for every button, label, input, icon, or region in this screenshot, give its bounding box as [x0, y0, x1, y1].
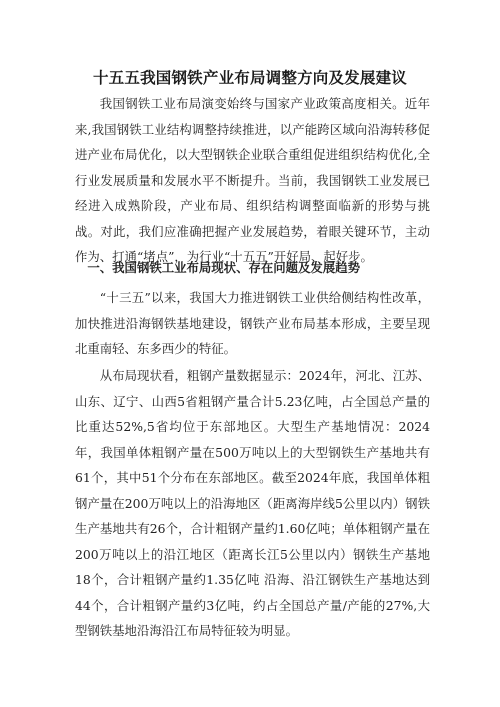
intro-paragraph: 我国钢铁工业布局演变始终与国家产业政策高度相关。近年来,我国钢铁工业结构调整持续推进，以产能跨区域向沿海转移促进产业布局优化，以大型钢铁企业联合重组促进组织结构优化,全行业发展质量和发展水平不断提升。当前，我国钢铁工业发展已经进入成熟阶段，产业布局、组织结构调整面临新的形势与挑战。对此，我们应准确把握产业发展趋势，着眼关键环节，主动作为、打通“堵点”，为行业“十五五”开好局、起好步。	[75, 96, 430, 264]
document-title: 十五五我国钢铁产业布局调整方向及发展建议	[92, 69, 407, 87]
body-paragraph: “十三五”以来，我国大力推进钢铁工业供给侧结构性改革，加快推进沿海钢铁基地建设，钢铁产业布局基本形成，主要呈现北重南轻、东多西少的特征。	[75, 290, 430, 356]
section-heading: 一、我国钢铁工业布局现状、存在问题及发展趋势	[87, 260, 360, 275]
body-paragraph: 从布局现状看，粗钢产量数据显示：2024年，河北、江苏、山东、辽宁、山西5省粗钢产量合计5.23亿吨，占全国总产量的比重达52%,5省均位于东部地区。大型生产基地情况：2024年，我国单体粗钢产量在500万吨以上的大型钢铁生产基地共有61个，其中51个分布在东部地区。截至2024年底，我国单体粗钢产量在200万吨以上的沿海地区（距离海岸线5公里以内）钢铁生产基地共有26个，合计粗钢产量约1.60亿吨；单体粗钢产量在200万吨以上的沿江地区（距离长江5公里以内）钢铁生产基地18个，合计粗钢产量约1.35亿吨 沿海、沿江钢铁生产基地达到44个，合计粗钢产量约3亿吨，约占全国总产量/产能的27%,大型钢铁基地沿海沿江布局特征较为明显。	[75, 368, 430, 638]
